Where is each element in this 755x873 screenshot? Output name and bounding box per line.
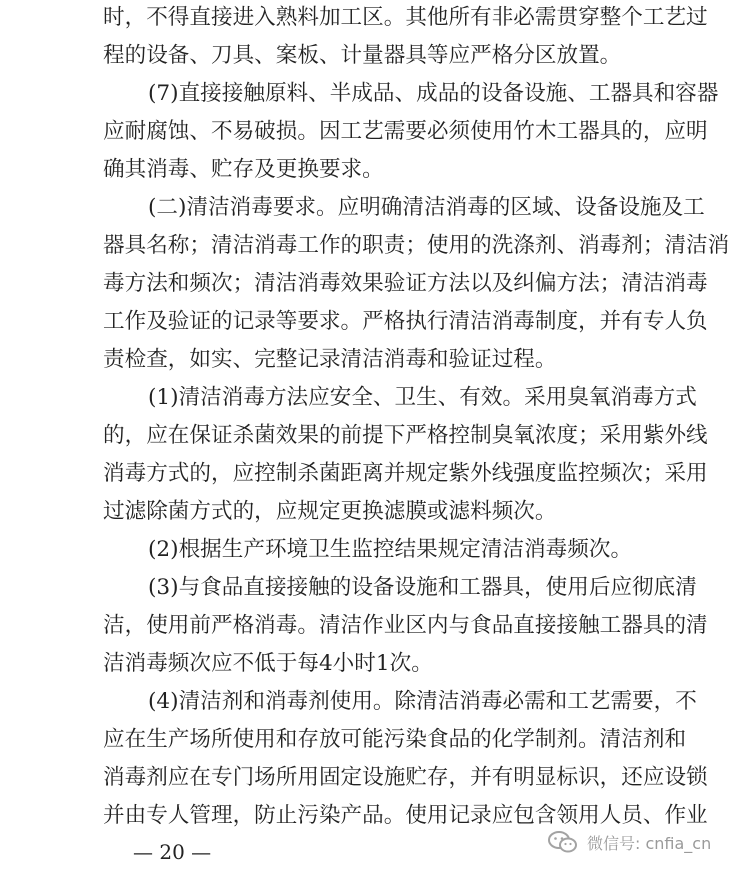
text-line: 过滤除菌方式的，应规定更换滤膜或滤料频次。: [103, 499, 557, 524]
page-number: — 20 —: [133, 840, 212, 864]
watermark-text: 微信号: cnfia_cn: [587, 833, 712, 853]
text-line: 时，不得直接进入熟料加工区。其他所有非必需贯穿整个工艺过: [103, 5, 708, 30]
text-line: 确其消毒、贮存及更换要求。: [103, 157, 384, 182]
text-line: 毒方法和频次；清洁消毒效果验证方法以及纠偏方法；清洁消毒: [103, 271, 708, 296]
text-line: 并由专人管理，防止污染产品。使用记录应包含领用人员、作业: [103, 803, 708, 828]
text-line: (3)与食品直接接触的设备设施和工器具，使用后应彻底清: [148, 575, 697, 600]
text-line: (4)清洁剂和消毒剂使用。除清洁消毒必需和工艺需要，不: [148, 689, 697, 714]
text-line: 责检查，如实、完整记录清洁消毒和验证过程。: [103, 347, 557, 372]
text-line: 程的设备、刀具、案板、计量器具等应严格分区放置。: [103, 43, 622, 68]
text-line: (2)根据生产环境卫生监控结果规定清洁消毒频次。: [148, 537, 633, 562]
text-line: 消毒剂应在专门场所用固定设施贮存，并有明显标识，还应设锁: [103, 765, 708, 790]
text-line: 洁消毒频次应不低于每4小时1次。: [103, 651, 433, 676]
wechat-watermark: [548, 827, 711, 857]
text-line: (二)清洁消毒要求。应明确清洁消毒的区域、设备设施及工: [148, 195, 705, 220]
text-line: 应耐腐蚀、不易破损。因工艺需要必须使用竹木工器具的，应明: [103, 119, 708, 144]
wechat-icon: [548, 830, 578, 854]
text-line: 应在生产场所使用和存放可能污染食品的化学制剂。清洁剂和: [103, 727, 687, 752]
text-line: (1)清洁消毒方法应安全、卫生、有效。采用臭氧消毒方式: [148, 385, 697, 410]
text-line: (7)直接接触原料、半成品、成品的设备设施、工器具和容器: [148, 81, 719, 106]
text-line: 器具名称；清洁消毒工作的职责；使用的洗涤剂、消毒剂；清洁消: [103, 233, 730, 258]
text-line: 的，应在保证杀菌效果的前提下严格控制臭氧浓度；采用紫外线: [103, 423, 708, 448]
text-line: 洁，使用前严格消毒。清洁作业区内与食品直接接触工器具的清: [103, 613, 708, 638]
text-line: 消毒方式的，应控制杀菌距离并规定紫外线强度监控频次；采用: [103, 461, 708, 486]
text-line: 工作及验证的记录等要求。严格执行清洁消毒制度，并有专人负: [103, 309, 708, 334]
